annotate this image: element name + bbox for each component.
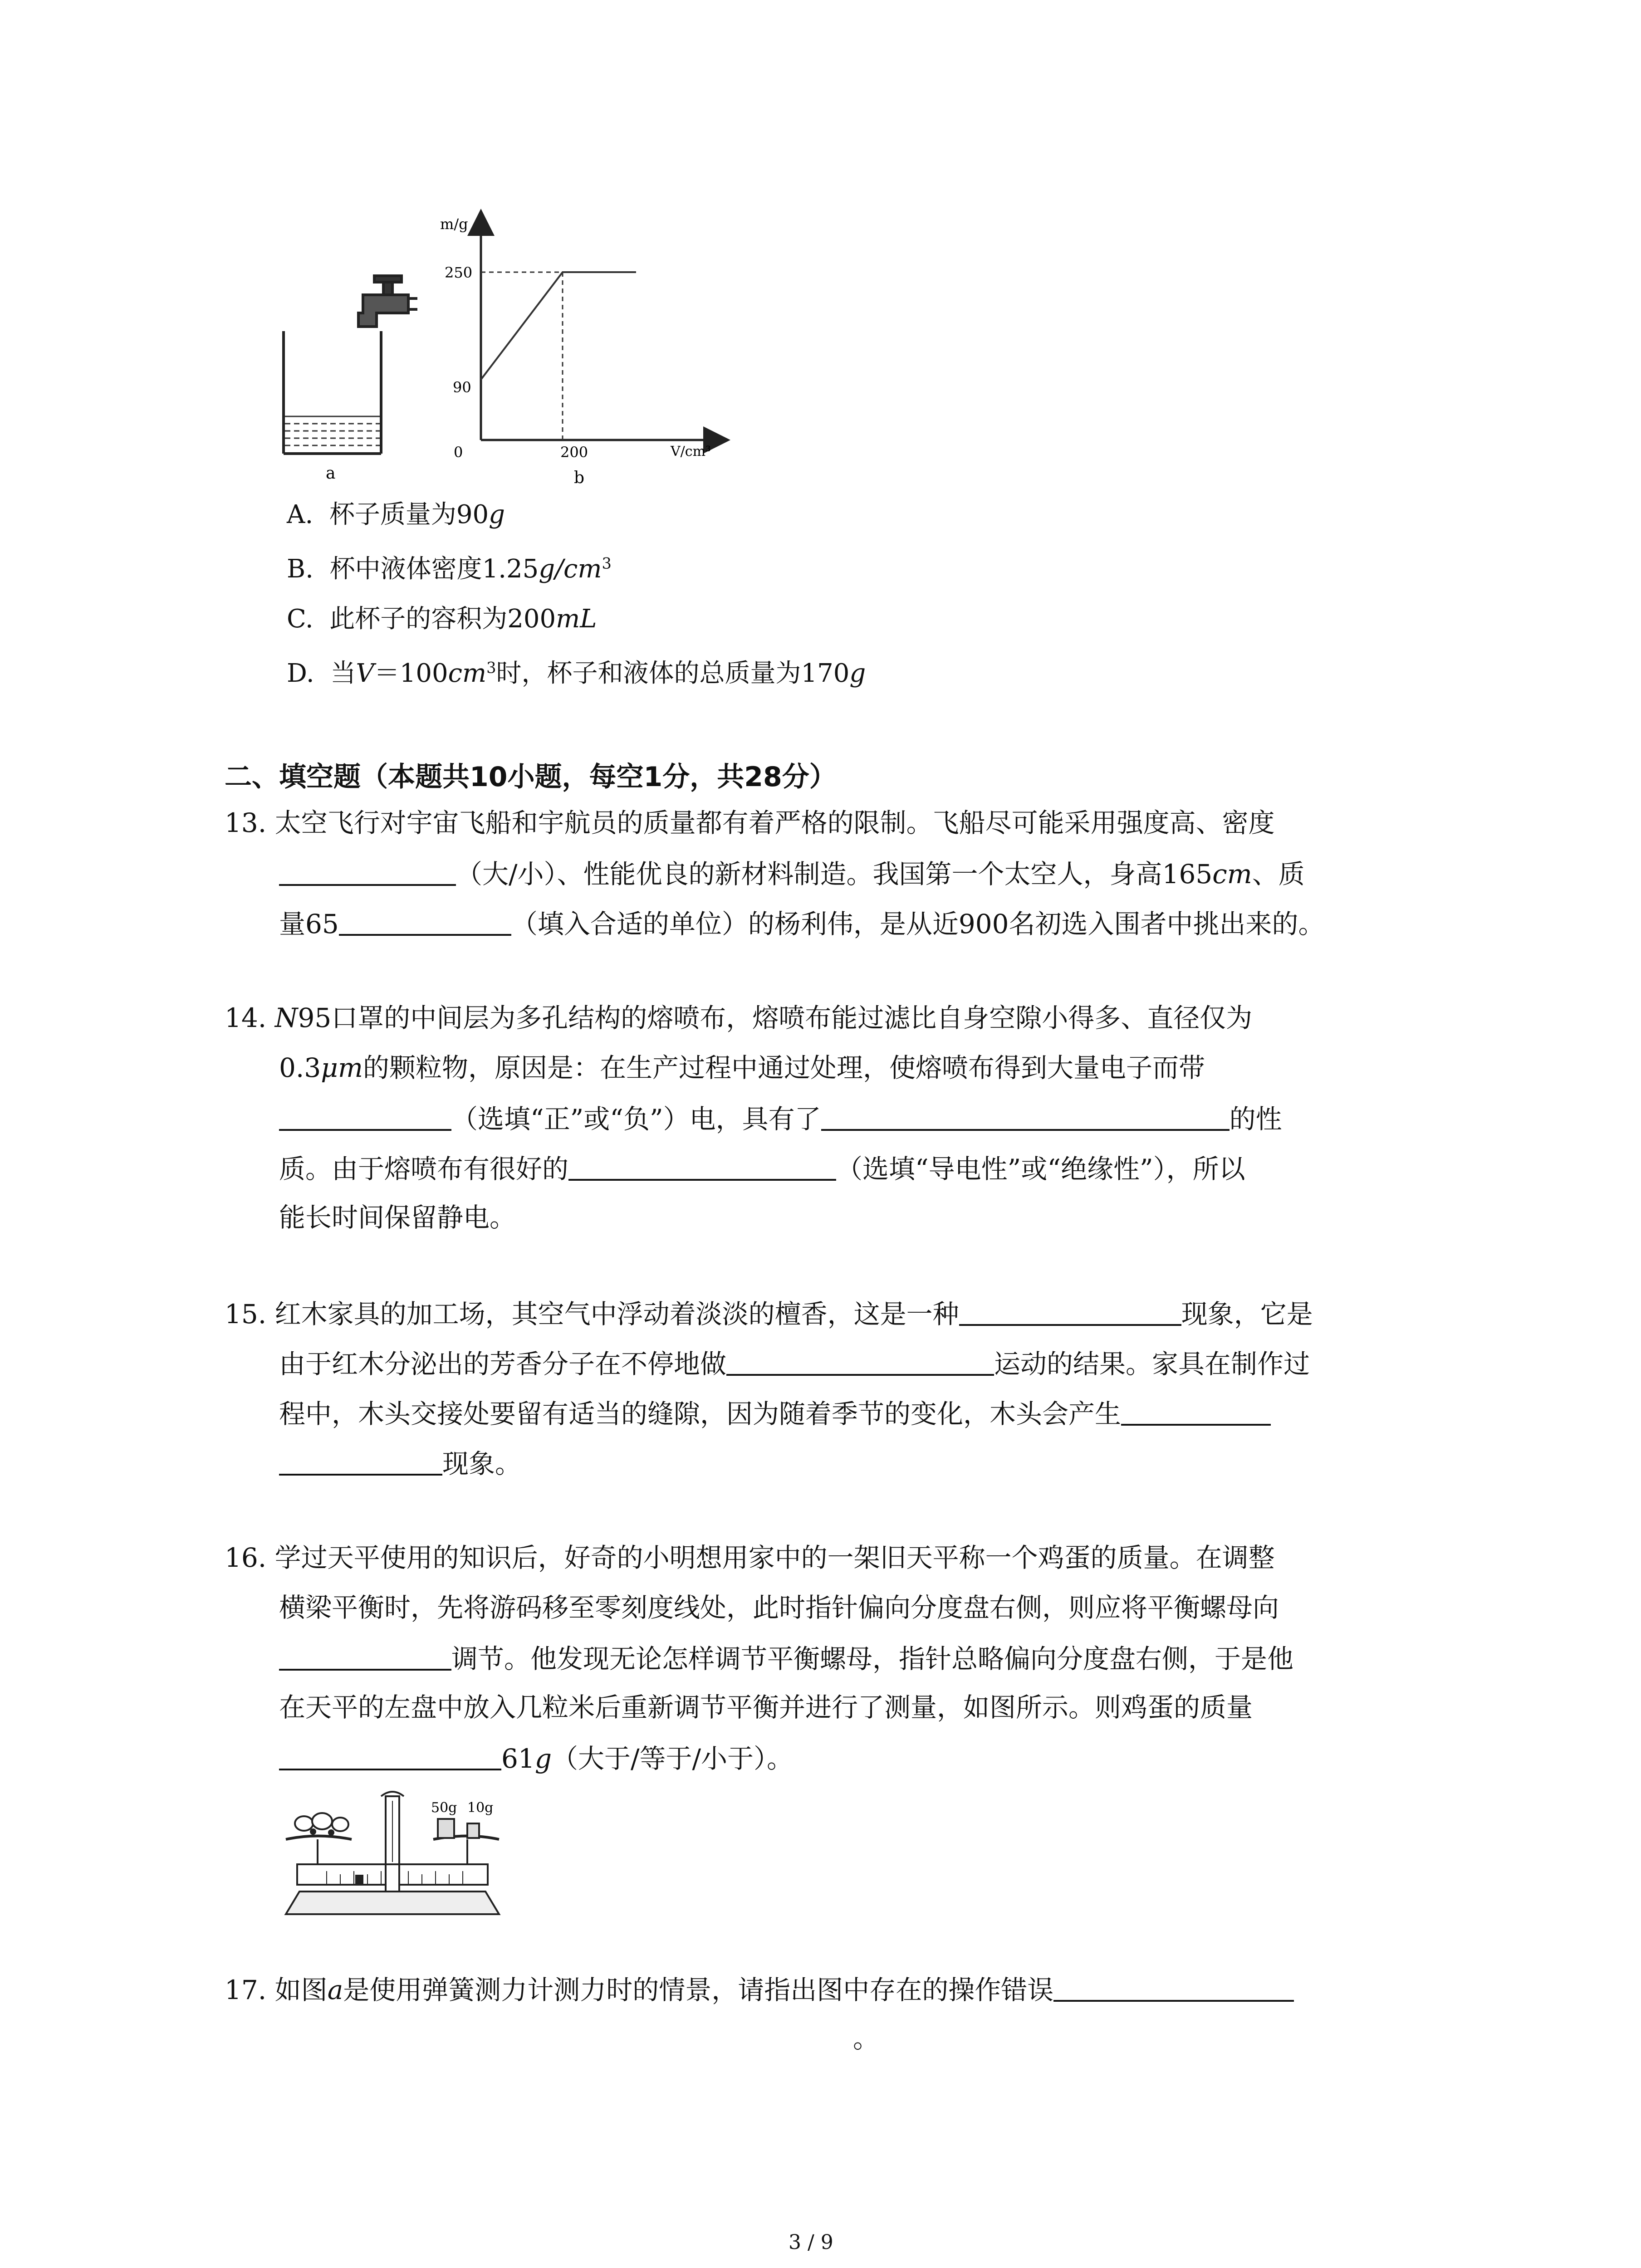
- graph-label: b: [574, 469, 585, 487]
- q15-line-1: 15. 红木家具的加工场，其空气中浮动着淡淡的檀香，这是一种 现象，它是: [225, 1299, 1313, 1330]
- origin-label: 0: [454, 444, 463, 461]
- q16-line-5: 61g（大于/等于/小于）。: [279, 1744, 793, 1772]
- cup-label: a: [326, 464, 336, 481]
- q14-blank-1[interactable]: [279, 1105, 451, 1131]
- q13-line-3: 量65 （填入合适的单位）的杨利伟，是从近900名初选入围者中挑出来的。: [279, 909, 1325, 939]
- q16-line-2: 横梁平衡时，先将游码移至零刻度线处，此时指针偏向分度盘右侧，则应将平衡螺母向: [279, 1592, 1279, 1623]
- x-tick-200: 200: [560, 444, 588, 461]
- q14-line-5: 能长时间保留静电。: [279, 1202, 516, 1233]
- y-tick-250: 250: [445, 264, 473, 281]
- mass-volume-graph: [426, 209, 744, 494]
- cup-faucet-figure: [272, 263, 426, 481]
- option-a: A. 杯子质量为90g: [287, 500, 505, 529]
- q14-line-4: 质。由于熔喷布有很好的 （选填“导电性”或“绝缘性”），所以: [279, 1154, 1245, 1184]
- option-b: B. 杯中液体密度$1.25g/cm^3$: [287, 554, 612, 584]
- q15-blank-1[interactable]: [959, 1300, 1181, 1326]
- q17-blank-1[interactable]: [1053, 1975, 1294, 2002]
- q15-line-2: 由于红木分泌出的芳香分子在不停地做 运动的结果。家具在制作过: [279, 1349, 1310, 1379]
- q13-blank-2[interactable]: [339, 909, 511, 936]
- balance-scale-figure: [277, 1787, 508, 1923]
- q13-line-1: 13. 太空飞行对宇宙飞船和宇航员的质量都有着严格的限制。飞船尽可能采用强度高、密度: [225, 807, 1275, 838]
- q14-line-2: 0.3μm的颗粒物，原因是：在生产过程中通过处理，使熔喷布得到大量电子而带: [279, 1052, 1205, 1083]
- q16-blank-2[interactable]: [279, 1744, 501, 1770]
- q16-line-4: 在天平的左盘中放入几粒米后重新调节平衡并进行了测量，如图所示。则鸡蛋的质量: [279, 1692, 1253, 1723]
- q14-blank-3[interactable]: [568, 1154, 836, 1181]
- q14-line-1: 14. N95口罩的中间层为多孔结构的熔喷布，熔喷布能过滤比自身空隙小得多、直径仅为: [225, 1002, 1253, 1033]
- weight-50g-label: 50g: [431, 1800, 457, 1816]
- option-d: D. 当$V=100cm^3$时，杯子和液体的总质量为170g: [287, 659, 866, 688]
- q14-blank-2[interactable]: [821, 1105, 1230, 1131]
- liquid-fill: [285, 416, 380, 445]
- q15-blank-2[interactable]: [726, 1349, 994, 1376]
- series-line: [481, 272, 636, 380]
- q17-line-2: 。: [853, 2023, 880, 2054]
- q15-line-4: 现象。: [279, 1449, 521, 1477]
- x-axis-label: V/cm³: [671, 444, 711, 459]
- q15-blank-3[interactable]: [1121, 1399, 1271, 1426]
- q13-blank-1[interactable]: [279, 860, 456, 886]
- q13-line-2: （大/小）、性能优良的新材料制造。我国第一个太空人，身高165cm、质: [279, 860, 1305, 887]
- y-tick-90: 90: [453, 379, 471, 396]
- q16-line-3: 调节。他发现无论怎样调节平衡螺母，指针总略偏向分度盘右侧，于是他: [279, 1644, 1293, 1672]
- q15-line-3: 程中，木头交接处要留有适当的缝隙，因为随着季节的变化，木头会产生: [279, 1399, 1271, 1427]
- q16-blank-1[interactable]: [279, 1644, 451, 1671]
- q15-blank-3-cont[interactable]: [279, 1449, 442, 1476]
- weight-10g-label: 10g: [467, 1800, 494, 1816]
- q16-line-1: 16. 学过天平使用的知识后，好奇的小明想用家中的一架旧天平称一个鸡蛋的质量。在调整: [225, 1542, 1275, 1573]
- q17-line-1: 17. 如图a是使用弹簧测力计测力时的情景，请指出图中存在的操作错误: [225, 1975, 1294, 2003]
- cup-icon: [284, 331, 381, 454]
- y-axis-label: m/g: [440, 215, 468, 233]
- section-title: 二、填空题（本题共10小题，每空1分，共28分）: [225, 761, 837, 793]
- faucet-icon: [358, 276, 417, 327]
- page-number: 3 / 9: [789, 2231, 833, 2254]
- option-c: C. 此杯子的容积为200mL: [287, 604, 597, 634]
- q14-line-3: （选填“正”或“负”）电，具有了 的性: [279, 1105, 1282, 1132]
